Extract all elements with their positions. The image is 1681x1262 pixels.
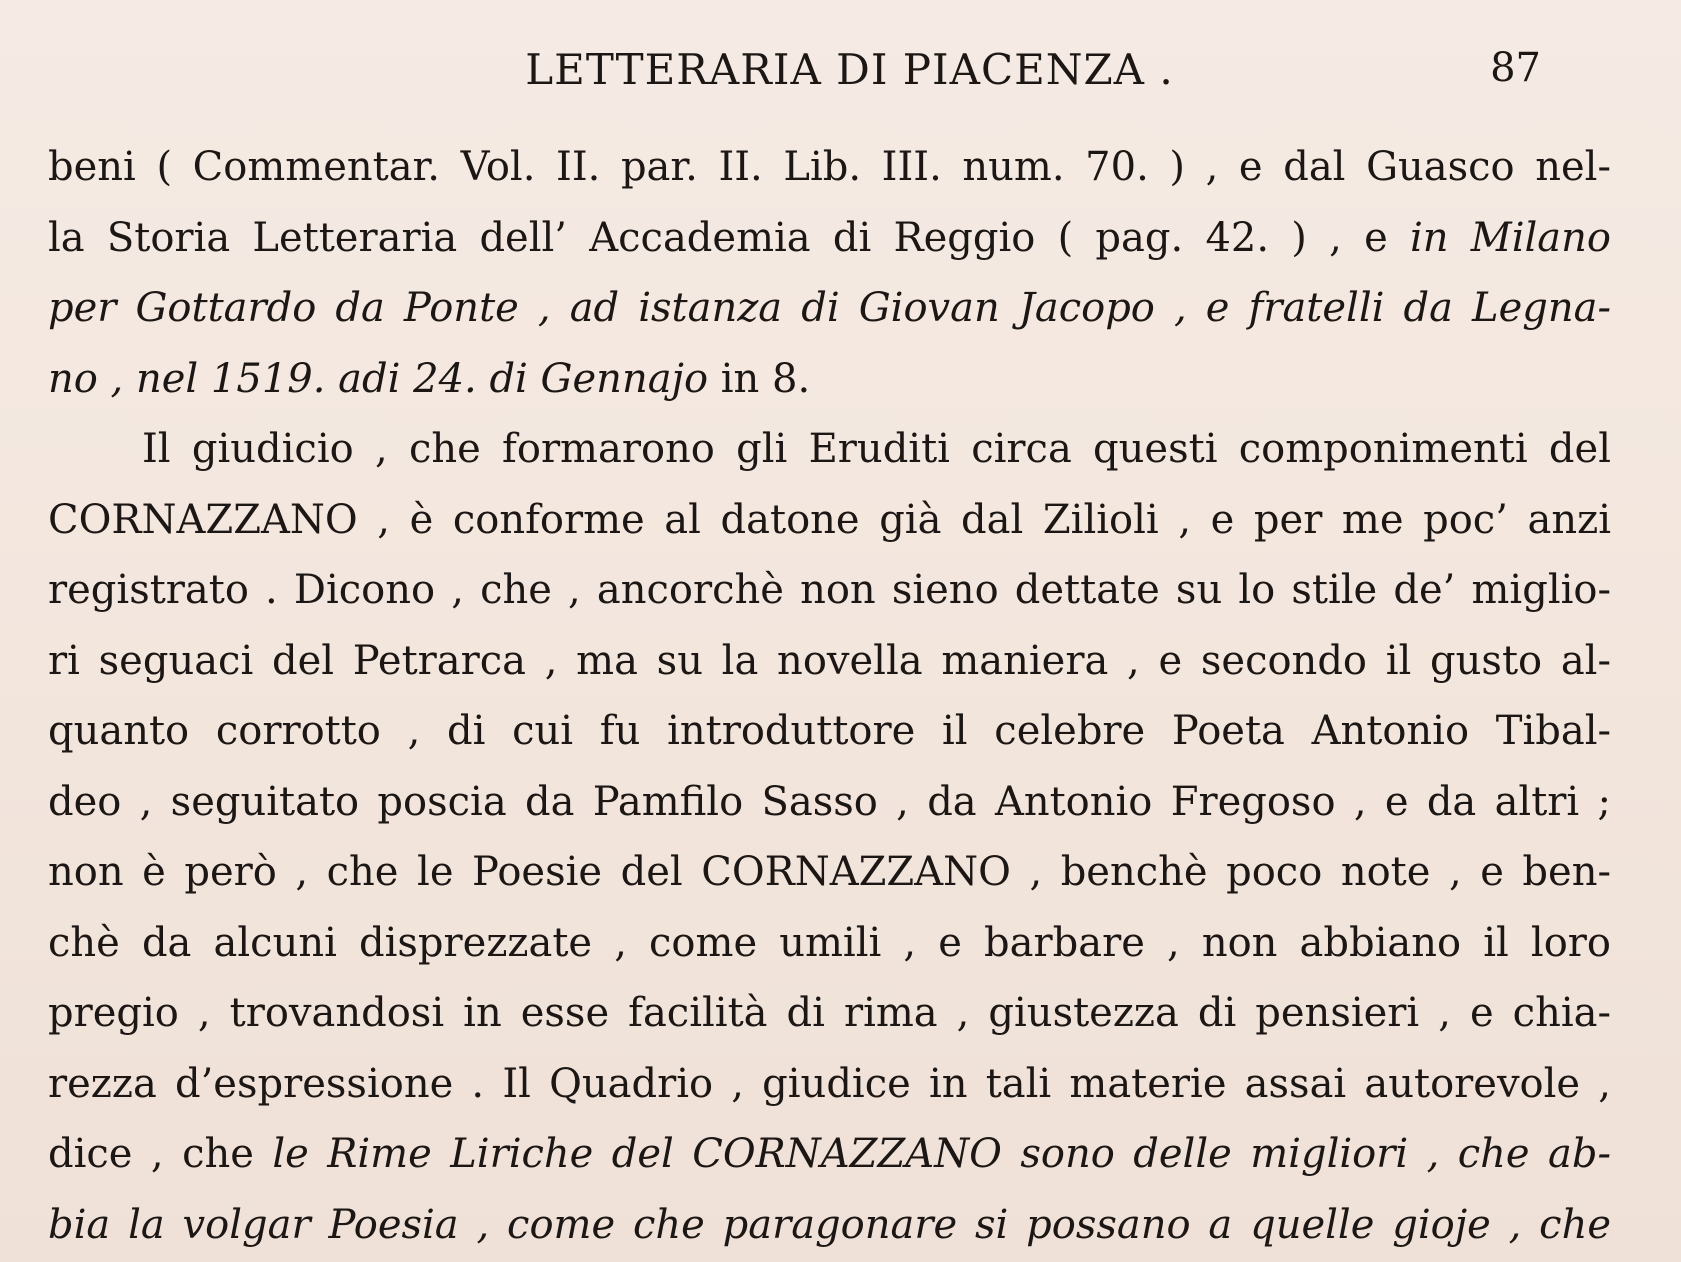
text-run: beni ( Commentar. Vol. II. par. II. Lib. III. num. 70. ) , e dal Guasco nel- xyxy=(48,144,1611,190)
text-run: CORNAZZANO , è conforme al datone già dal Zilioli , e per me poc’ anzi xyxy=(48,496,1611,543)
italic-run: bia la volgar Poesia , come che paragonare si possano a quelle gioje , che xyxy=(48,1201,1611,1248)
text-line xyxy=(48,203,1611,274)
text-line xyxy=(48,1190,1611,1261)
italic-run: in Milano xyxy=(1409,214,1611,261)
text-line xyxy=(48,555,1611,626)
text-line xyxy=(48,978,1611,1049)
text-line xyxy=(48,767,1611,838)
text-line xyxy=(48,837,1611,908)
running-title: LETTERARIA DI PIACENZA . xyxy=(525,45,1174,94)
text-run: chè da alcuni disprezzate , come umili , e barbare , non abbiano il loro xyxy=(48,919,1611,966)
text-line xyxy=(48,1049,1611,1120)
page-number: 87 xyxy=(1490,45,1541,91)
text-line xyxy=(48,414,1611,485)
running-header xyxy=(48,0,1611,132)
text-run: rezza d’espressione . Il Quadrio , giudice in tali materie assai autorevole , xyxy=(48,1060,1611,1107)
text-run: la Storia Letteraria dell’ Accademia di Reggio ( pag. 42. ) , e xyxy=(48,214,1410,261)
text-line xyxy=(48,1119,1611,1190)
text-line xyxy=(48,273,1611,344)
text-line xyxy=(48,626,1611,697)
body-text xyxy=(48,132,1611,1260)
text-run: dice , che xyxy=(48,1131,273,1177)
italic-run: no , nel 1519. adi 24. di Gennajo xyxy=(48,355,709,402)
italic-run: le Rime Liriche del CORNAZZANO sono delle migliori , che ab- xyxy=(272,1131,1611,1177)
text-line xyxy=(48,696,1611,767)
italic-run: per Gottardo da Ponte , ad istanza di Giovan Jacopo , e fratelli da Legna- xyxy=(48,285,1611,331)
text-line xyxy=(48,132,1611,203)
text-run: registrato . Dicono , che , ancorchè non sieno dettate su lo stile de’ miglio- xyxy=(48,567,1611,613)
text-line xyxy=(48,485,1611,556)
text-run: deo , seguitato poscia da Pamfilo Sasso , da Antonio Fregoso , e da altri ; xyxy=(48,778,1611,825)
text-line xyxy=(48,908,1611,979)
text-run: Il giudicio , che formarono gli Eruditi circa questi componimenti del xyxy=(142,426,1611,472)
text-run: in 8. xyxy=(708,355,811,402)
text-run: non è però , che le Poesie del CORNAZZANO , benchè poco note , e ben- xyxy=(48,849,1611,895)
text-run: ri seguaci del Petrarca , ma su la novella maniera , e secondo il gusto al- xyxy=(48,637,1611,684)
text-run: quanto corrotto , di cui fu introduttore il celebre Poeta Antonio Tibal- xyxy=(48,708,1611,754)
text-run: pregio , trovandosi in esse facilità di rima , giustezza di pensieri , e chia- xyxy=(48,990,1611,1036)
text-line xyxy=(48,344,1611,415)
